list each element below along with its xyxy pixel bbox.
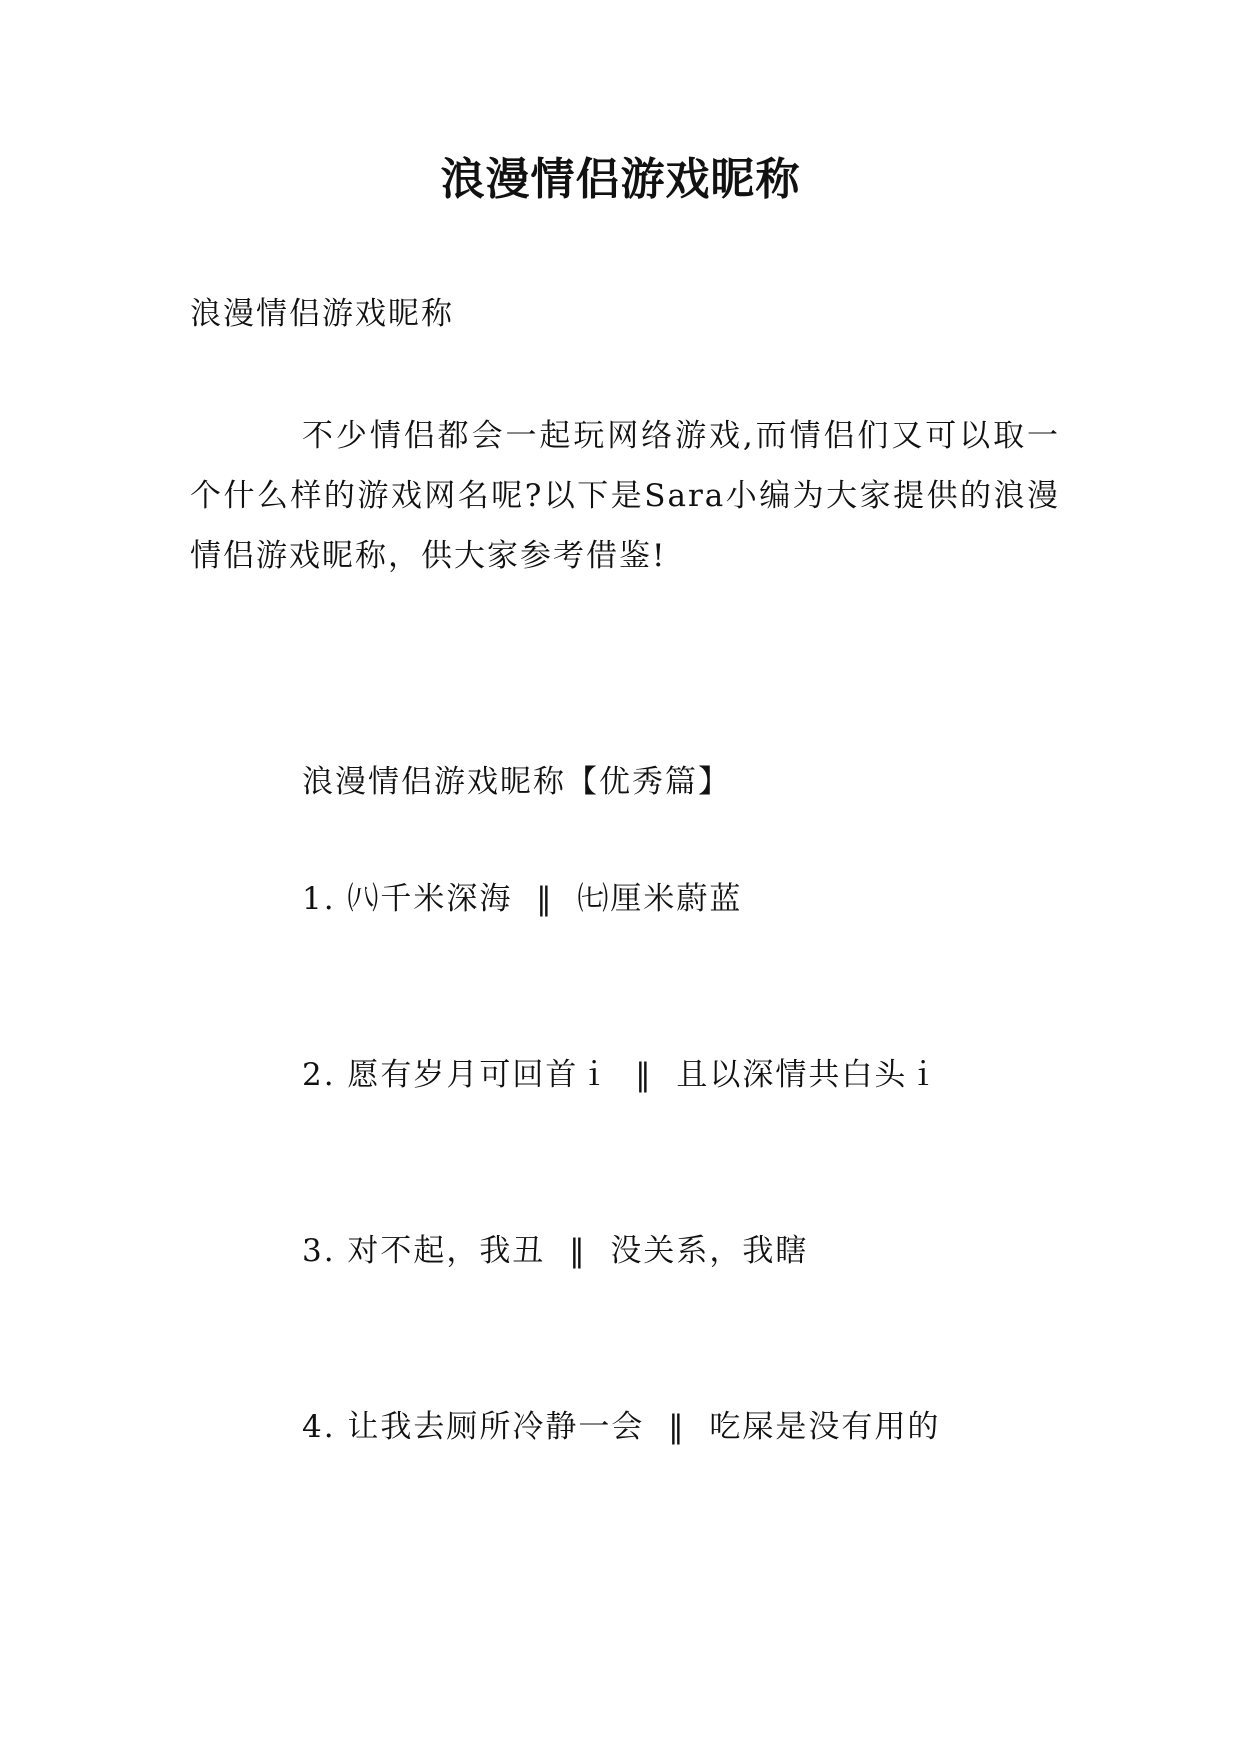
document-title: 浪漫情侣游戏昵称 [440,154,801,205]
list-item: 1. ㈧千米深海 ‖ ㈦厘米蔚蓝 [302,881,743,917]
section-heading: 浪漫情侣游戏昵称【优秀篇】 [302,764,731,800]
list-item: 2. 愿有岁月可回首ｉ ‖ 且以深情共白头ｉ [302,1057,941,1093]
document-subtitle: 浪漫情侣游戏昵称 [190,296,454,332]
intro-paragraph: 不少情侣都会一起玩网络游戏,而情侣们又可以取一个什么样的游戏网名呢?以下是Sara小编为大家提供的浪漫情侣游戏昵称，供大家参考借鉴! [190,418,1060,574]
list-item: 4. 让我去厕所冷静一会 ‖ 吃屎是没有用的 [302,1409,941,1445]
list-item: 3. 对不起，我丑 ‖ 没关系，我瞎 [302,1233,809,1269]
